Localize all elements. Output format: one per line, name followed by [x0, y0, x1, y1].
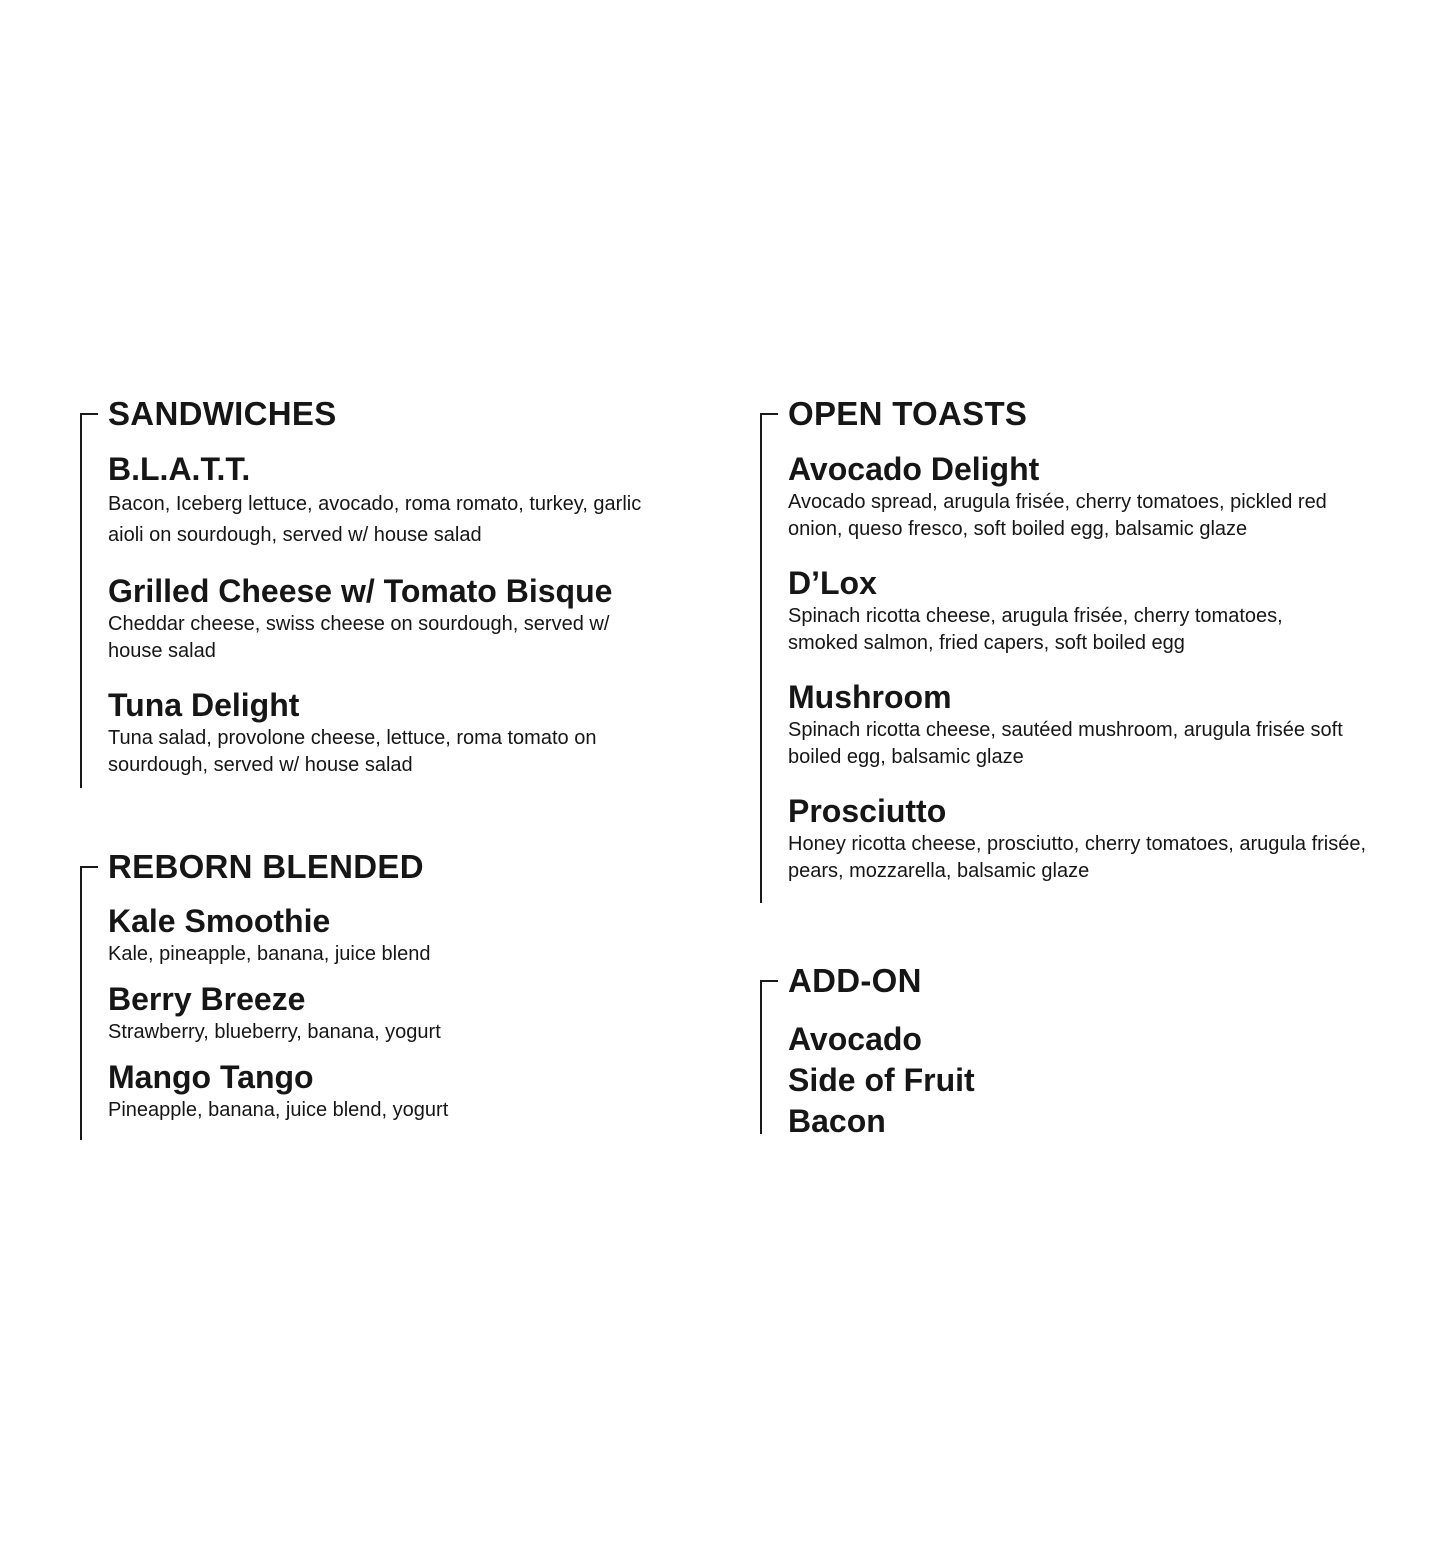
menu-item-mushroom	[788, 678, 1408, 771]
section-bracket-line	[80, 413, 82, 788]
section-bracket-tick	[760, 413, 778, 415]
section-bracket-tick	[760, 980, 778, 982]
menu-item-kale-smoothie	[108, 902, 708, 968]
menu-item-dlox	[788, 564, 1408, 657]
menu-item-description: Tuna salad, provolone cheese, lettuce, roma tomato on sourdough, served w/ house salad	[108, 727, 597, 776]
menu-item-name: B.L.A.T.T.	[108, 451, 251, 487]
section-bracket-line	[80, 866, 82, 1140]
menu-item-name: Mushroom	[788, 679, 952, 715]
menu-item-description: Cheddar cheese, swiss cheese on sourdough, served w/ house salad	[108, 613, 610, 662]
add-on-item-avocado: Avocado	[788, 1021, 922, 1057]
menu-item-name: Berry Breeze	[108, 981, 306, 1017]
menu-item-avocado-delight	[788, 450, 1408, 543]
menu-item-name: D’Lox	[788, 565, 877, 601]
menu-item-berry-breeze	[108, 980, 708, 1046]
menu-item-prosciutto	[788, 792, 1408, 885]
menu-item-description: Kale, pineapple, banana, juice blend	[108, 943, 431, 965]
section-bracket-line	[760, 413, 762, 903]
add-on-item-side-of-fruit: Side of Fruit	[788, 1062, 975, 1098]
menu-item-description: Honey ricotta cheese, prosciutto, cherry tomatoes, arugula frisée, pears, mozzarella, balsamic glaze	[788, 833, 1367, 882]
menu-item-grilled-cheese	[108, 572, 708, 665]
menu-item-name: Avocado Delight	[788, 451, 1040, 487]
menu-item-description: Strawberry, blueberry, banana, yogurt	[108, 1021, 441, 1043]
reborn-blended-title: REBORN BLENDED	[108, 848, 424, 885]
menu-item-name: Mango Tango	[108, 1059, 314, 1095]
menu-item-description: Avocado spread, arugula frisée, cherry tomatoes, pickled red onion, queso fresco, soft boiled egg, balsamic glaze	[788, 491, 1327, 540]
menu-item-description: Bacon, Iceberg lettuce, avocado, roma romato, turkey, garlic aioli on sourdough, served w/ house salad	[108, 493, 642, 546]
sandwiches-title: SANDWICHES	[108, 395, 337, 432]
section-bracket-tick	[80, 413, 98, 415]
menu-item-name: Prosciutto	[788, 793, 947, 829]
menu-item-mango-tango	[108, 1058, 708, 1124]
menu-item-name: Grilled Cheese w/ Tomato Bisque	[108, 573, 613, 609]
add-on-item-bacon: Bacon	[788, 1103, 886, 1139]
add-on-title: ADD-ON	[788, 962, 922, 999]
menu-item-name: Tuna Delight	[108, 687, 300, 723]
open-toasts-title: OPEN TOASTS	[788, 395, 1028, 432]
menu-item-blatt	[108, 450, 708, 551]
menu-item-description: Spinach ricotta cheese, sautéed mushroom, arugula frisée soft boiled egg, balsamic glaze	[788, 719, 1343, 768]
menu-item-description: Pineapple, banana, juice blend, yogurt	[108, 1099, 449, 1121]
menu-item-tuna-delight	[108, 686, 708, 779]
menu-item-description: Spinach ricotta cheese, arugula frisée, cherry tomatoes, smoked salmon, fried capers, soft boiled egg	[788, 605, 1283, 654]
menu-item-name: Kale Smoothie	[108, 903, 331, 939]
section-bracket-line	[760, 980, 762, 1134]
section-bracket-tick	[80, 866, 98, 868]
